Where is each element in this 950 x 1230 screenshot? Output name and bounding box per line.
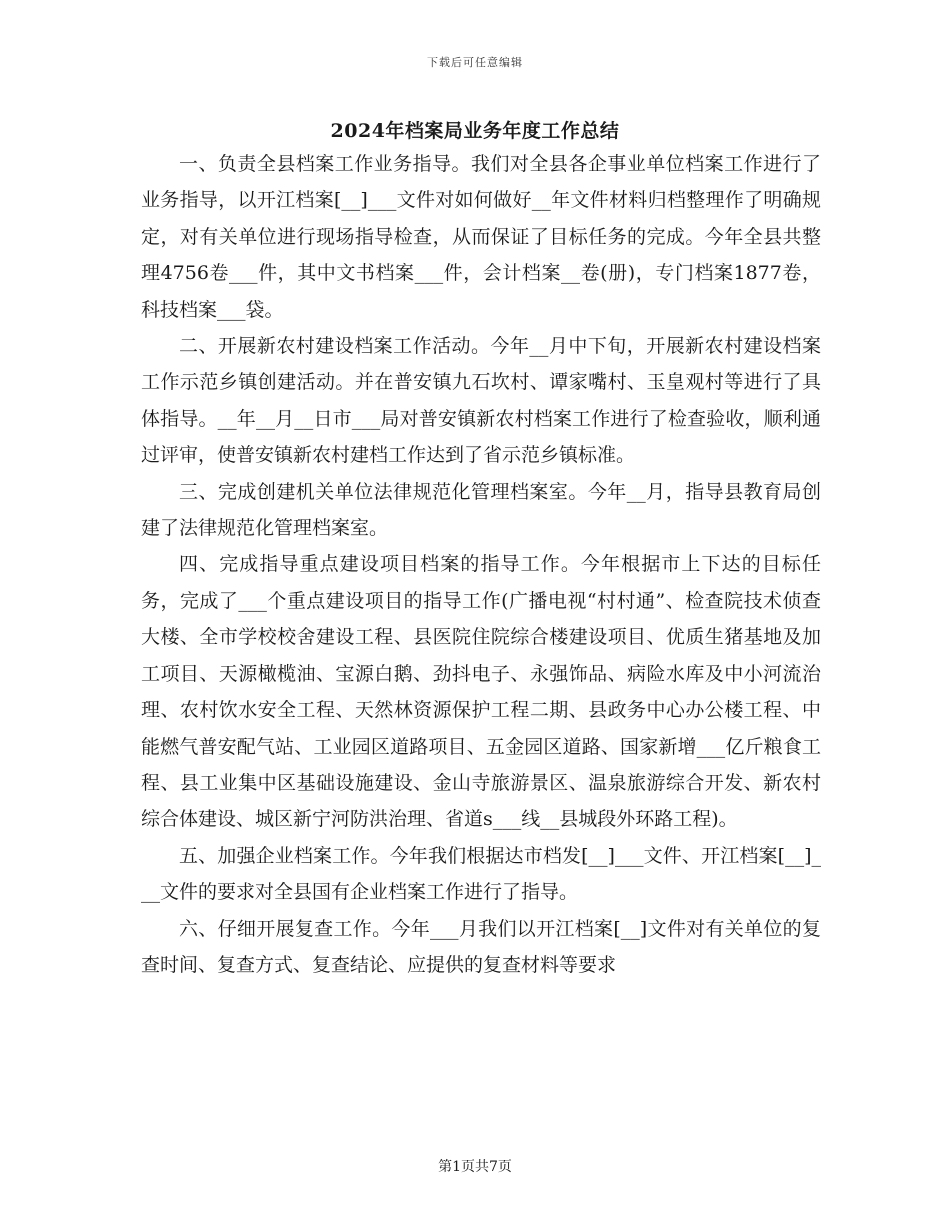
document-body [141,146,821,983]
paragraph-4: 四、完成指导重点建设项目档案的指导工作。今年根据市上下达的目标任务，完成了___个重点建设项目的指导工作(广播电视“村村通”、检查院技术侦查大楼、全市学校校舍建设工程、县医院住院综合楼建设项目、优质生猪基地及加工项目、天源橄榄油、宝源白鹅、劲抖电子、永强饰品、病险水库及中小河流治理、农村饮水安全工程、天然林资源保护工程二期、县政务中心办公楼工程、中能燃气普安配气站、工业园区道路项目、五金园区道路、国家新增___亿斤粮食工程、县工业集中区基础设施建设、金山寺旅游景区、温泉旅游综合开发、新农村综合体建设、城区新宁河防洪治理、省道s___线__县城段外环路工程)。 [141,553,821,831]
paragraph-1: 一、负责全县档案工作业务指导。我们对全县各企事业单位档案工作进行了业务指导，以开江档案[__]___文件对如何做好__年文件材料归档整理作了明确规定，对有关单位进行现场指导检查，从而保证了目标任务的完成。今年全县共整理4756卷___件，其中文书档案___件，会计档案__卷(册)，专门档案1877卷，科技档案___袋。 [141,153,821,321]
page-title: 2024年档案局业务年度工作总结 [330,120,620,142]
page-number-footer: 第1页共7页 [438,1159,512,1175]
paragraph-3: 三、完成创建机关单位法律规范化管理档案室。今年__月，指导县教育局创建了法律规范化管理档案室。 [141,480,821,540]
paragraph-2: 二、开展新农村建设档案工作活动。今年__月中下旬，开展新农村建设档案工作示范乡镇创建活动。并在普安镇九石坎村、谭家嘴村、玉皇观村等进行了具体指导。__年__月__日市___局对普安镇新农村档案工作进行了检查验收，顺利通过评审，使普安镇新农村建档工作达到了省示范乡镇标准。 [141,335,821,467]
header-note: 下载后可任意编辑 [427,56,523,69]
paragraph-5: 五、加强企业档案工作。今年我们根据达市档发[__]___文件、开江档案[__]___文件的要求对全县国有企业档案工作进行了指导。 [141,844,821,904]
paragraph-6: 六、仔细开展复查工作。今年___月我们以开江档案[__]文件对有关单位的复查时间、复查方式、复查结论、应提供的复查材料等要求 [141,917,821,976]
